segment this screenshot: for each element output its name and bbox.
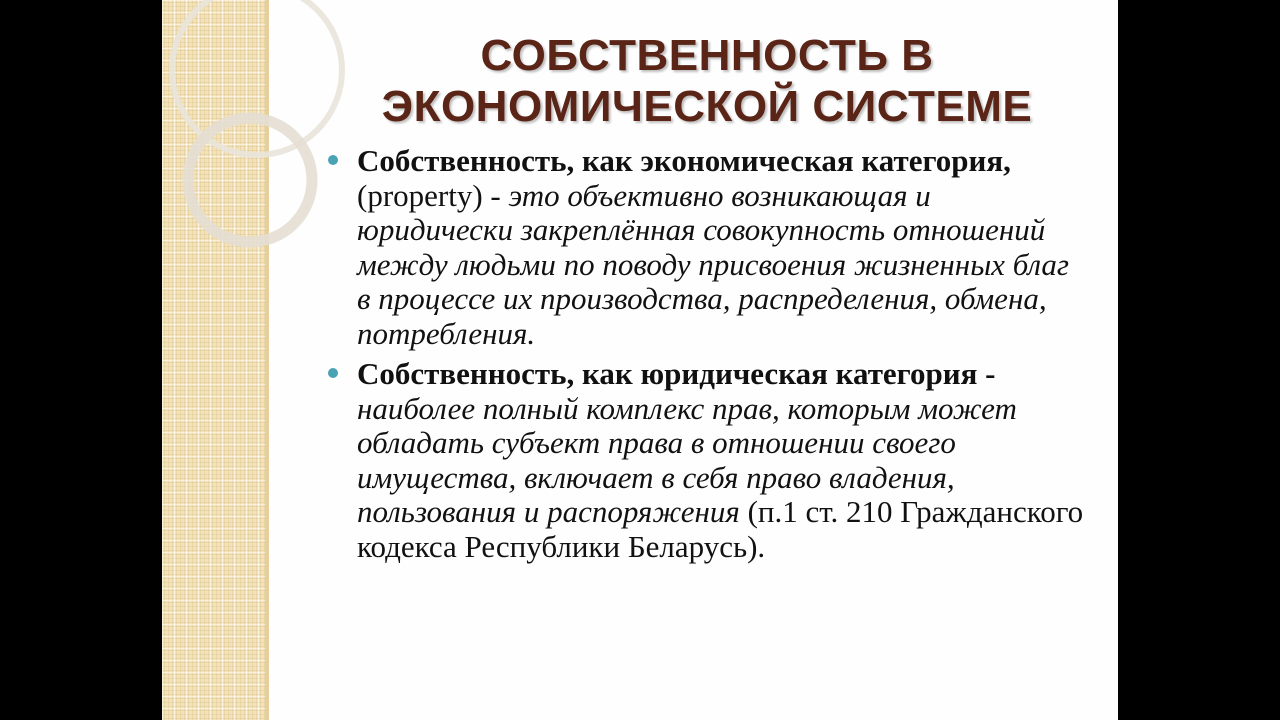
bullet-term: Собственность, как юридическая категория - <box>357 356 996 391</box>
title-line-1: СОБСТВЕННОСТЬ В <box>480 31 934 80</box>
bullet-dot-icon <box>328 155 338 165</box>
bullet-reference: (п.1 ст. 210 Гражданского кодекса Республики Беларусь). <box>357 494 1084 564</box>
bullet-term: Собственность, как экономическая категория, <box>357 143 1011 178</box>
bullet-dot-icon <box>328 368 338 378</box>
presentation-slide <box>162 0 1118 720</box>
title-line-2: ЭКОНОМИЧЕСКОЙ СИСТЕМЕ <box>381 82 1033 131</box>
slide-title <box>327 30 1087 132</box>
bullet-paren-note: (property) - <box>357 177 509 213</box>
bullet-legal-category <box>325 357 1087 564</box>
bullet-economic-category <box>325 144 1087 351</box>
slide-content <box>327 30 1087 570</box>
bullet-list <box>327 144 1087 564</box>
bullet-definition: наиболее полный комплекс прав, которым может обладать субъект права в отношении своего имущества, включает в себя право владения, пользования и распоряжения <box>357 390 1017 529</box>
bullet-definition: это объективно возникающая и юридически закреплённая совокупность отношений между людьми по поводу присвоения жизненных благ в процессе их производства, распределения, обмена, потребления. <box>357 177 1070 351</box>
